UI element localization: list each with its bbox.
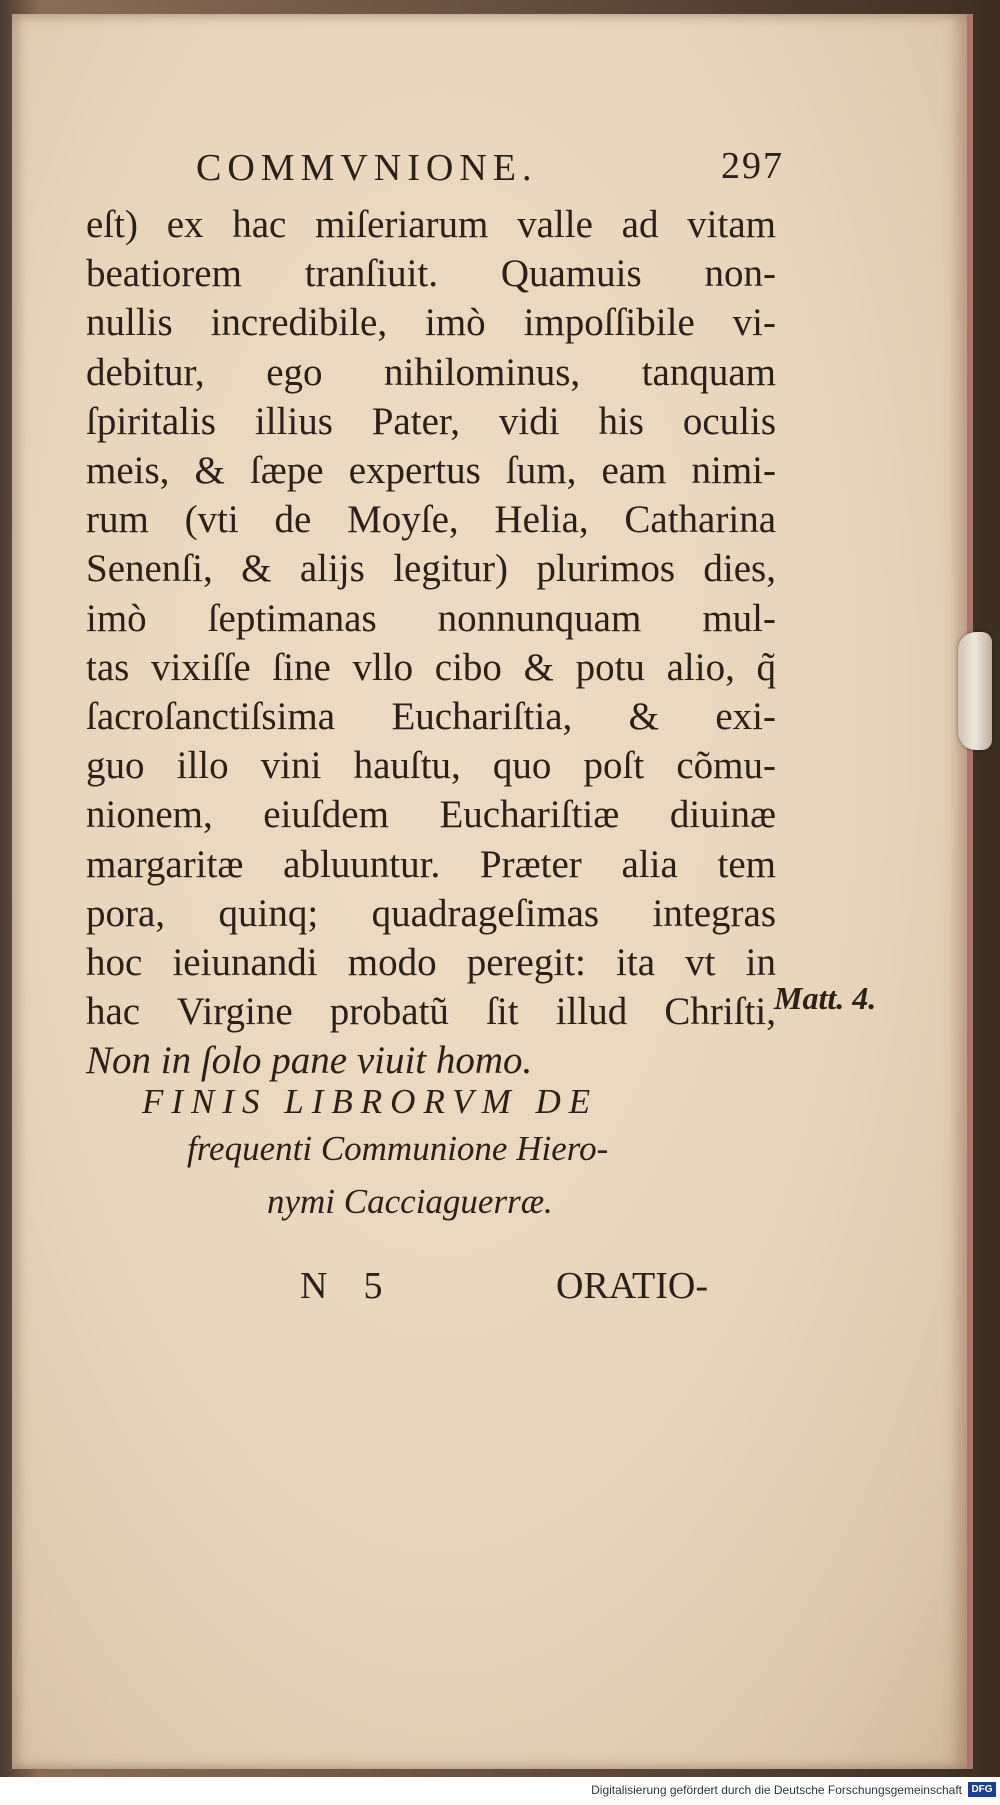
text-line: pora, quinq; quadrageſimas integras: [86, 891, 776, 935]
page-header: [86, 140, 784, 200]
text-line: ſacroſanctiſsima Euchariſtia, & exi-: [86, 695, 776, 739]
text-line: beatiorem tranſiuit. Quamuis non-: [86, 252, 776, 296]
margin-note: Matt. 4.: [774, 980, 877, 1016]
finis-colophon: [142, 1082, 742, 1228]
text-line: Senenſi, & alijs legitur) plurimos dies,: [86, 547, 776, 591]
text-line: ſpiritalis illius Pater, vidi his oculis: [86, 399, 776, 443]
text-line-italic: Non in ſolo pane viuit homo.: [86, 1039, 533, 1083]
text-line: meis, & ſæpe expertus ſum, eam nimi-: [86, 449, 776, 493]
dfg-logo-icon: DFG: [968, 1782, 996, 1797]
text-line: margaritæ abluuntur. Præter alia tem: [86, 842, 776, 886]
text-line: hac Virgine probatũ ſit illud Chriſti,: [86, 990, 776, 1034]
text-line: nionem, eiuſdem Euchariſtiæ diuinæ: [86, 793, 776, 837]
text-line: hoc ieiunandi modo peregit: ita vt in: [86, 941, 776, 985]
text-line: debitur, ego nihilominus, tanquam: [86, 350, 776, 394]
funding-credit: Digitalisierung gefördert durch die Deutsche Forschungsgemeinschaft: [591, 1783, 962, 1797]
running-head: COMMVNIONE.: [196, 147, 538, 189]
finis-line: frequenti Communione Hiero-: [187, 1129, 609, 1168]
signature-letter: N: [300, 1265, 328, 1307]
finis-line: FINIS LIBRORVM DE: [142, 1082, 599, 1121]
signature-mark: [300, 1264, 382, 1308]
finis-line: nymi Cacciaguerræ.: [267, 1182, 553, 1221]
footer-bar: [0, 1777, 1000, 1805]
catchword: ORATIO-: [556, 1265, 708, 1307]
text-line: nullis incredibile, imò impoſſibile vi-: [86, 301, 776, 345]
text-line: eſt) ex hac miſeriarum valle ad vitam: [86, 203, 776, 246]
book-page: [12, 14, 973, 1769]
page-number: 297: [721, 145, 784, 187]
text-line: tas vixiſſe ſine vllo cibo & potu alio, q̃: [86, 645, 776, 689]
thumb-tab: [958, 632, 992, 750]
text-line: guo illo vini hauſtu, quo poſt cõmu-: [86, 744, 776, 788]
text-line: imò ſeptimanas nonnunquam mul-: [86, 596, 776, 640]
signature-number: 5: [363, 1265, 383, 1307]
text-line: rum (vti de Moyſe, Helia, Catharina: [86, 498, 776, 542]
main-text-block: [86, 140, 784, 1086]
